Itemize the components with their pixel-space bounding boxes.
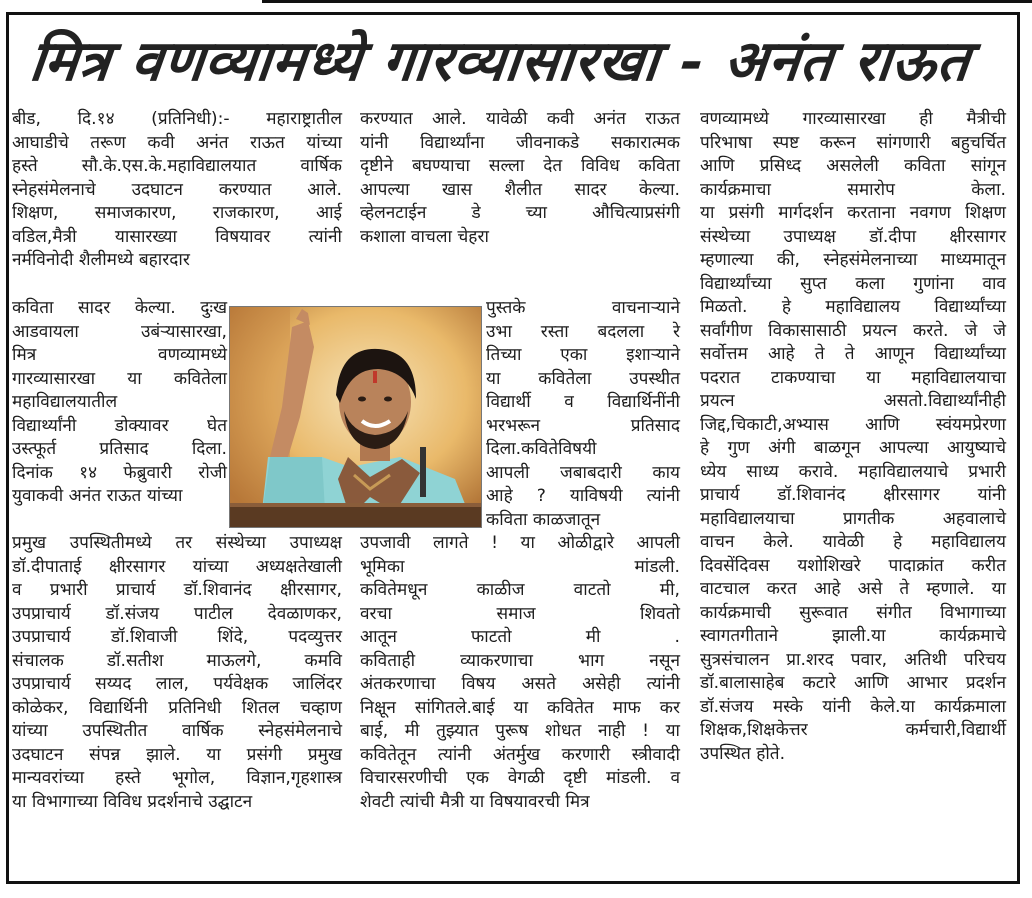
text-line: स्नेहसंमेलनाचे उदघाटन करण्यात आले. bbox=[12, 179, 342, 200]
text-line: व प्रभारी प्राचार्य डॉ.शिवानंद क्षीरसागर, bbox=[12, 580, 342, 600]
text-line: आपल्या खास शैलीत सादर केल्या. bbox=[360, 179, 680, 200]
text-line: कार्यक्रमाचा समारोप केला. bbox=[700, 179, 1006, 200]
text-line: कोळेकर, विद्यार्थिनी प्रतिनिधी शितल चव्हाण bbox=[12, 697, 342, 718]
text-line: कविता सादर केल्या. दुःख bbox=[12, 298, 227, 318]
text-line: सर्वांगीण विकासासाठी प्रयत्न करते. जे जे bbox=[700, 320, 1006, 341]
text-line: मित्र वणव्यामध्ये bbox=[12, 345, 227, 365]
text-line: बीड, दि.१४ (प्रतिनिधी):- महाराष्ट्रातील bbox=[12, 109, 342, 129]
text-line: मिळतो. हे महाविद्यालय विद्यार्थ्यांच्या bbox=[700, 297, 1006, 317]
text-line: पुस्तके वाचनाऱ्याने bbox=[486, 298, 680, 318]
text-line: कवितेमधून काळीज वाटतो मी, bbox=[360, 580, 680, 600]
text-line: शिक्षण, समाजकारण, राजकारण, आई bbox=[12, 203, 342, 223]
text-line: व्हेलनटाईन डे च्या औचित्याप्रसंगी bbox=[360, 203, 680, 223]
text-line: आतून फाटतो मी . bbox=[360, 627, 680, 647]
text-line: कशाला वाचला चेहरा bbox=[360, 226, 489, 247]
text-line: यांनी विद्यार्थ्यांना जीवनाकडे सकारात्मक bbox=[360, 132, 680, 153]
column-1-bottom bbox=[12, 532, 342, 814]
column-1-middle bbox=[12, 297, 227, 509]
text-line: जिद्द,चिकाटी,अभ्यास आणि स्वंयमप्रेरणा bbox=[700, 414, 1006, 435]
text-line: कवितेतून त्यांनी अंतर्मुख करणारी स्त्रीवादी bbox=[360, 744, 680, 765]
text-line: उपप्राचार्य सय्यद लाल, पर्यवेक्षक जालिंदर bbox=[12, 674, 342, 694]
text-line: सुत्रसंचालन प्रा.शरद पवार, अतिथी परिचय bbox=[700, 649, 1006, 670]
text-line: शिक्षक,शिक्षकेत्तर कर्मचारी,विद्यार्थी bbox=[700, 720, 1006, 740]
text-line: वडिल,मैत्री यासारख्या विषयावर त्यांनी bbox=[12, 226, 342, 247]
text-line: कविता काळजातून bbox=[486, 509, 601, 530]
text-line: दिनांक १४ फेब्रुवारी रोजी bbox=[12, 462, 227, 483]
text-line: संस्थेच्या उपाध्यक्ष डॉ.दीपा क्षीरसागर bbox=[700, 226, 1006, 247]
text-line: वाचन केले. यावेळी हे महाविद्यालय bbox=[700, 532, 1006, 552]
text-line: या प्रसंगी मार्गदर्शन करताना नवगण शिक्षण bbox=[700, 203, 1006, 223]
text-line: या विभागाच्या विविध प्रदर्शनाचे उद्घाटन bbox=[12, 791, 253, 812]
text-line: उदघाटन संपन्न झाले. या प्रसंगी प्रमुख bbox=[12, 744, 342, 765]
text-line: ध्येय साध्य करावे. महाविद्यालयाचे प्रभारी bbox=[700, 461, 1006, 482]
text-line: उभा रस्ता बदलला रे bbox=[486, 321, 680, 342]
text-line: हस्ते सौ.के.एस.के.महाविद्यालयात वार्षिक bbox=[12, 156, 342, 176]
text-line: वाटचाल करत आहे असे ते म्हणाले. या bbox=[700, 579, 1006, 599]
column-3 bbox=[700, 108, 1006, 766]
text-line: यांच्या उपस्थितीत वार्षिक स्नेहसंमेलनाचे bbox=[12, 721, 342, 741]
text-line: आणि प्रसिध्द असलेली कविता सांगून bbox=[700, 156, 1006, 176]
text-line: विचारसरणीची एक वेगळी दृष्टी मांडली. व bbox=[360, 768, 680, 788]
text-line: दिवसेंदिवस यशोशिखरे पादाक्रांत करीत bbox=[700, 555, 1006, 576]
text-line: शेवटी त्यांची मैत्री या विषयावरची मित्र bbox=[360, 791, 590, 812]
text-line: आघाडीचे तरूण कवी अनंत राऊत यांच्या bbox=[12, 132, 342, 153]
text-line: प्राचार्य डॉ.शिवानंद क्षीरसागर यांनी bbox=[700, 485, 1006, 505]
text-line: उपप्राचार्य डॉ.शिवाजी शिंदे, पदव्युत्तर bbox=[12, 627, 342, 647]
text-line: निक्षून सांगितले.बाई या कवितेत माफ कर bbox=[360, 697, 680, 718]
column-2-top bbox=[360, 108, 680, 249]
text-line: महाविद्यालयातील bbox=[12, 392, 118, 412]
text-line: सर्वोत्तम आहे ते ते आणून विद्यार्थ्यांच्या bbox=[700, 344, 1006, 364]
text-line: विद्यार्थी व विद्यार्थिनींनी bbox=[486, 392, 680, 412]
text-line: स्वागतगीताने झाली.या कार्यक्रमाचे bbox=[700, 626, 1006, 646]
column-2-bottom bbox=[360, 532, 680, 814]
text-line: उपजावी लागते ! या ओळीद्वारे आपली bbox=[360, 533, 680, 553]
column-1-top bbox=[12, 108, 342, 273]
text-line: उपप्राचार्य डॉ.संजय पाटील देवळाणकर, bbox=[12, 603, 342, 624]
text-line: तिच्या एका इशाऱ्याने bbox=[486, 345, 680, 365]
text-line: डॉ.बालासाहेब कटारे आणि आभार प्रदर्शन bbox=[700, 673, 1006, 693]
text-line: प्रयत्न असतो.विद्यार्थ्यांनीही bbox=[700, 391, 1006, 411]
text-line: वरचा समाज शिवतो bbox=[360, 603, 680, 624]
text-line: नर्मविनोदी शैलीमध्ये बहारदार bbox=[12, 250, 190, 270]
column-2-middle bbox=[486, 297, 680, 532]
text-line: प्रमुख उपस्थितीमध्ये तर संस्थेच्या उपाध्यक्ष bbox=[12, 533, 342, 553]
text-line: आडवायला उबंऱ्यासारखा, bbox=[12, 321, 227, 342]
text-line: संचालक डॉ.सतीश माऊलगे, कमवि bbox=[12, 650, 342, 671]
text-line: दृष्टीने बघण्याचा सल्ला देत विविध कविता bbox=[360, 156, 680, 176]
text-line: वणव्यामध्ये गारव्यासारखा ही मैत्रीची bbox=[700, 109, 1006, 129]
text-line: बाई, मी तुझ्यात पुरूष शोधत नाही ! या bbox=[360, 721, 680, 741]
text-line: महाविद्यालयाचा प्रागतीक अहवालाचे bbox=[700, 508, 1006, 529]
text-line: कविताही व्याकरणाचा भाग नसून bbox=[360, 650, 680, 671]
poet-photo bbox=[229, 306, 482, 528]
text-line: हे गुण अंगी बाळगून आपल्या आयुष्याचे bbox=[700, 438, 1006, 458]
text-line: दिला.कवितेविषयी bbox=[486, 439, 597, 459]
headline: मित्र वणव्यामध्ये गारव्यासारखा - अनंत राऊत bbox=[26, 28, 974, 94]
top-rule bbox=[262, 0, 1032, 3]
text-line: म्हणाल्या की, स्नेहसंमेलनाच्या माध्यमातून bbox=[700, 250, 1006, 270]
text-line: करण्यात आले. यावेळी कवी अनंत राऊत bbox=[360, 109, 680, 129]
text-line: डॉ.संजय मस्के यांनी केले.या कार्यक्रमाला bbox=[700, 696, 1006, 717]
text-line: परिभाषा स्पष्ट करून सांगणारी बहुचर्चित bbox=[700, 132, 1006, 153]
text-line: भूमिका मांडली. bbox=[360, 556, 680, 577]
text-line: डॉ.दीपाताई क्षीरसागर यांच्या अध्यक्षतेखाली bbox=[12, 556, 342, 577]
text-line: या कवितेला उपस्थीत bbox=[486, 368, 680, 389]
text-line: मान्यवरांच्या हस्ते भूगोल, विज्ञान,गृहशास्त्र bbox=[12, 768, 342, 788]
text-line: आपली जबाबदारी काय bbox=[486, 462, 680, 483]
text-line: अंतकरणाचा विषय असते असेही त्यांनी bbox=[360, 674, 680, 694]
text-line: विद्यार्थ्यांनी डोक्यावर घेत bbox=[12, 415, 227, 436]
text-line: उस्त्फूर्त प्रतिसाद दिला. bbox=[12, 439, 227, 459]
text-line: गारव्यासारखा या कवितेला bbox=[12, 368, 227, 389]
text-line: आहे ? याविषयी त्यांनी bbox=[486, 486, 680, 506]
text-line: भरभरून प्रतिसाद bbox=[486, 415, 680, 436]
text-line: विद्यार्थ्यांच्या सुप्त कला गुणांना वाव bbox=[700, 273, 1006, 294]
text-line: युवाकवी अनंत राऊत यांच्या bbox=[12, 486, 183, 506]
text-line: उपस्थित होते. bbox=[700, 743, 786, 764]
text-line: कार्यक्रमाची सुरूवात संगीत विभागाच्या bbox=[700, 602, 1006, 623]
text-line: पदरात टाकण्याचा या महाविद्यालयाचा bbox=[700, 367, 1006, 388]
